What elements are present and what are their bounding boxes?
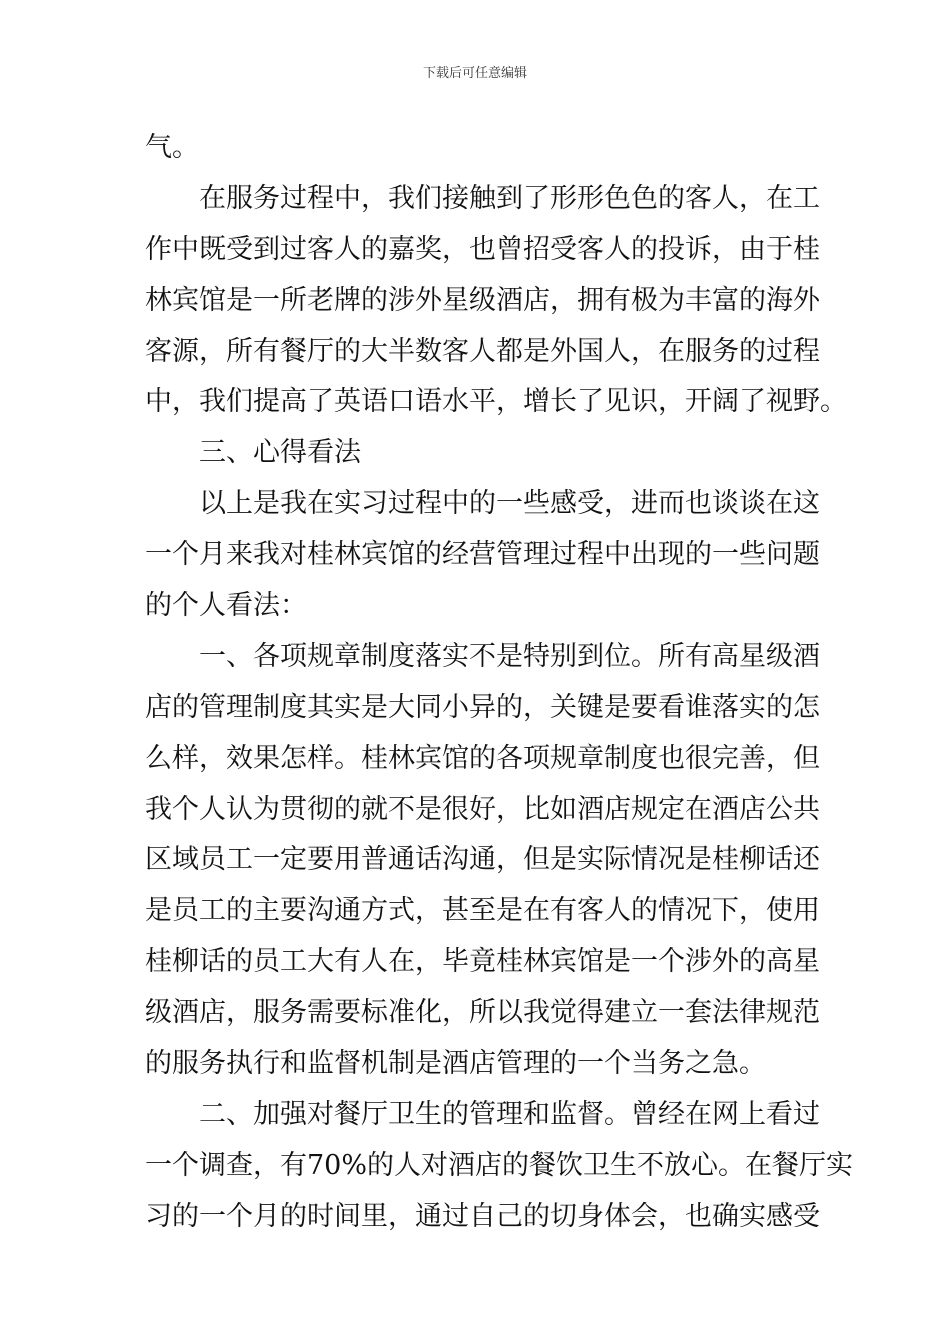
section-heading: 三、心得看法 <box>199 437 361 469</box>
text-line: 么样，效果怎样。桂林宾馆的各项规章制度也很完善，但 <box>145 742 820 774</box>
text-line: 一个调查，有70%的人对酒店的餐饮卫生不放心。在餐厅实 <box>145 1149 854 1181</box>
text-line: 客源，所有餐厅的大半数客人都是外国人，在服务的过程 <box>145 335 820 367</box>
text-line: 气。 <box>145 132 199 163</box>
page-header: 下载后可任意编辑 <box>422 66 527 81</box>
text-line: 一、各项规章制度落实不是特别到位。所有高星级酒 <box>199 640 820 672</box>
text-line: 的服务执行和监督机制是酒店管理的一个当务之急。 <box>145 1048 766 1080</box>
text-line: 级酒店，服务需要标准化，所以我觉得建立一套法律规范 <box>145 997 820 1029</box>
text-line: 店的管理制度其实是大同小异的，关键是要看谁落实的怎 <box>145 691 820 723</box>
text-line: 作中既受到过客人的嘉奖，也曾招受客人的投诉，由于桂 <box>145 233 820 265</box>
text-line: 中，我们提高了英语口语水平，增长了见识，开阔了视野。 <box>145 386 847 418</box>
text-line: 桂柳话的员工大有人在，毕竟桂林宾馆是一个涉外的高星 <box>145 946 820 978</box>
text-line: 的个人看法： <box>145 590 307 622</box>
text-line: 一个月来我对桂林宾馆的经营管理过程中出现的一些问题 <box>145 539 820 571</box>
text-line: 我个人认为贯彻的就不是很好，比如酒店规定在酒店公共 <box>145 793 820 825</box>
text-line: 在服务过程中，我们接触到了形形色色的客人，在工 <box>199 182 820 214</box>
text-line: 习的一个月的时间里，通过自己的切身体会，也确实感受 <box>145 1200 820 1232</box>
text-line: 区域员工一定要用普通话沟通，但是实际情况是桂柳话还 <box>145 844 820 876</box>
text-line: 是员工的主要沟通方式，甚至是在有客人的情况下，使用 <box>145 895 820 927</box>
text-line: 林宾馆是一所老牌的涉外星级酒店，拥有极为丰富的海外 <box>145 284 820 316</box>
text-line: 二、加强对餐厅卫生的管理和监督。曾经在网上看过 <box>199 1098 820 1130</box>
text-line: 以上是我在实习过程中的一些感受，进而也谈谈在这 <box>199 488 820 520</box>
document-body <box>145 123 854 1243</box>
